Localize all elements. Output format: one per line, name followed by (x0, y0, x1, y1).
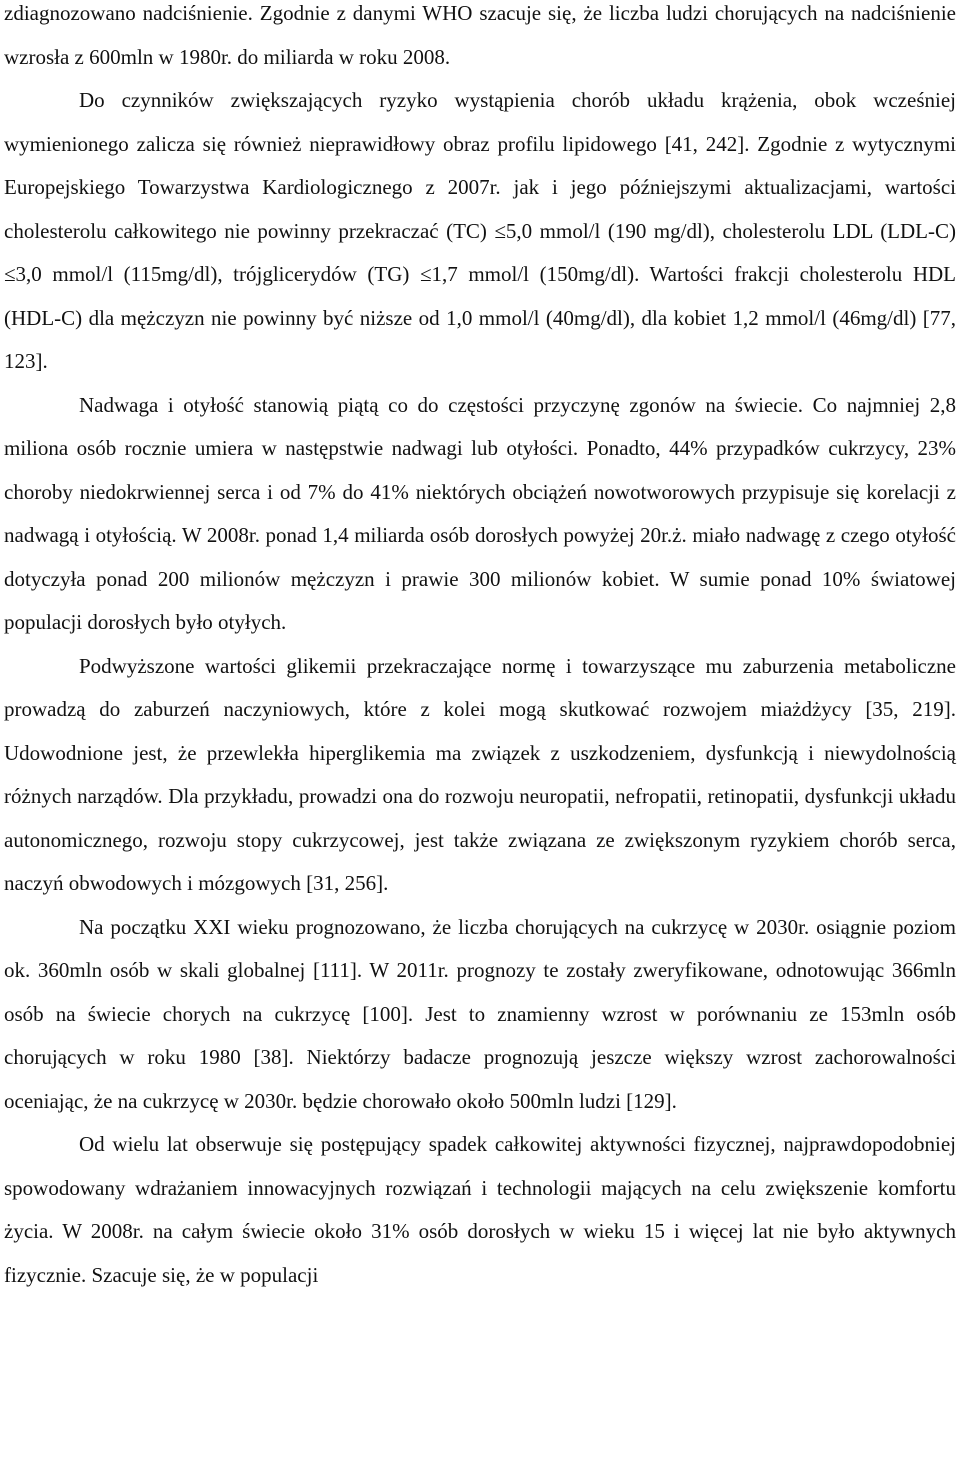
paragraph-obesity: Nadwaga i otyłość stanowią piątą co do częstości przyczynę zgonów na świecie. Co najmniej 2,8 miliona osób rocznie umiera w następstwie nadwagi lub otyłości. Ponadto, 44% przypadków cukrzycy, 23% choroby niedokrwiennej serca i od 7% do 41% niektórych obciążeń nowotworowych przypisuje się korelacji z nadwagą i otyłością. W 2008r. ponad 1,4 miliarda osób dorosłych powyżej 20r.ż. miało nadwagę z czego otyłość dotyczyła ponad 200 milionów mężczyzn i prawie 300 milionów kobiet. W sumie ponad 10% światowej populacji dorosłych było otyłych. (4, 392, 956, 634)
paragraph-glycemia: Podwyższone wartości glikemii przekraczające normę i towarzyszące mu zaburzenia metaboliczne prowadzą do zaburzeń naczyniowych, które z kolei mogą skutkować rozwojem miażdżycy [35, 219]. Udowodnione jest, że przewlekła hiperglikemia ma związek z uszkodzeniem, dysfunkcją i niewydolnością różnych narządów. Dla przykładu, prowadzi ona do rozwoju neuropatii, nefropatii, retinopatii, dysfunkcji układu autonomicznego, rozwoju stopy cukrzycowej, jest także związana ze zwiększonym ryzykiem chorób serca, naczyń obwodowych i mózgowych [31, 256]. (4, 653, 956, 895)
paragraph-lipid-profile: Do czynników zwiększających ryzyko wystąpienia chorób układu krążenia, obok wcześniej wymienionego zalicza się również nieprawidłowy obraz profilu lipidowego [41, 242]. Zgodnie z wytycznymi Europejskiego Towarzystwa Kardiologicznego z 2007r. jak i jego późniejszymi aktualizacjami, wartości cholesterolu całkowitego nie powinny przekraczać (TC) ≤5,0 mmol/l (190 mg/dl), cholesterolu LDL (LDL-C) ≤3,0 mmol/l (115mg/dl), trójglicerydów (TG) ≤1,7 mmol/l (150mg/dl). Wartości frakcji cholesterolu HDL (HDL-C) dla mężczyzn nie powinny być niższe od 1,0 mmol/l (40mg/dl), dla kobiet 1,2 mmol/l (46mg/dl) [77, 123]. (4, 88, 956, 373)
paragraph-diabetes-forecast: Na początku XXI wieku prognozowano, że liczba chorujących na cukrzycę w 2030r. osiągnie poziom ok. 360mln osób w skali globalnej [111]. W 2011r. prognozy te zostały zweryfikowane, odnotowując 366mln osób na świecie chorych na cukrzycę [100]. Jest to znamienny wzrost w porównaniu ze 153mln osób chorujących w roku 1980 [38]. Niektórzy badacze prognozują jeszcze większy wzrost zachorowalności oceniając, że na cukrzycę w 2030r. będzie chorowało około 500mln ludzi [129]. (4, 914, 956, 1113)
paragraph-hypertension: zdiagnozowano nadciśnienie. Zgodnie z danymi WHO szacuje się, że liczba ludzi chorujących na nadciśnienie wzrosła z 600mln w 1980r. do miliarda w roku 2008. (4, 1, 956, 69)
paragraph-physical-activity: Od wielu lat obserwuje się postępujący spadek całkowitej aktywności fizycznej, najprawdopodobniej spowodowany wdrażaniem innowacyjnych rozwiązań i technologii mających na celu zwiększenie komfortu życia. W 2008r. na całym świecie około 31% osób dorosłych w wieku 15 i więcej lat nie było aktywnych fizycznie. Szacuje się, że w populacji (4, 1132, 956, 1287)
